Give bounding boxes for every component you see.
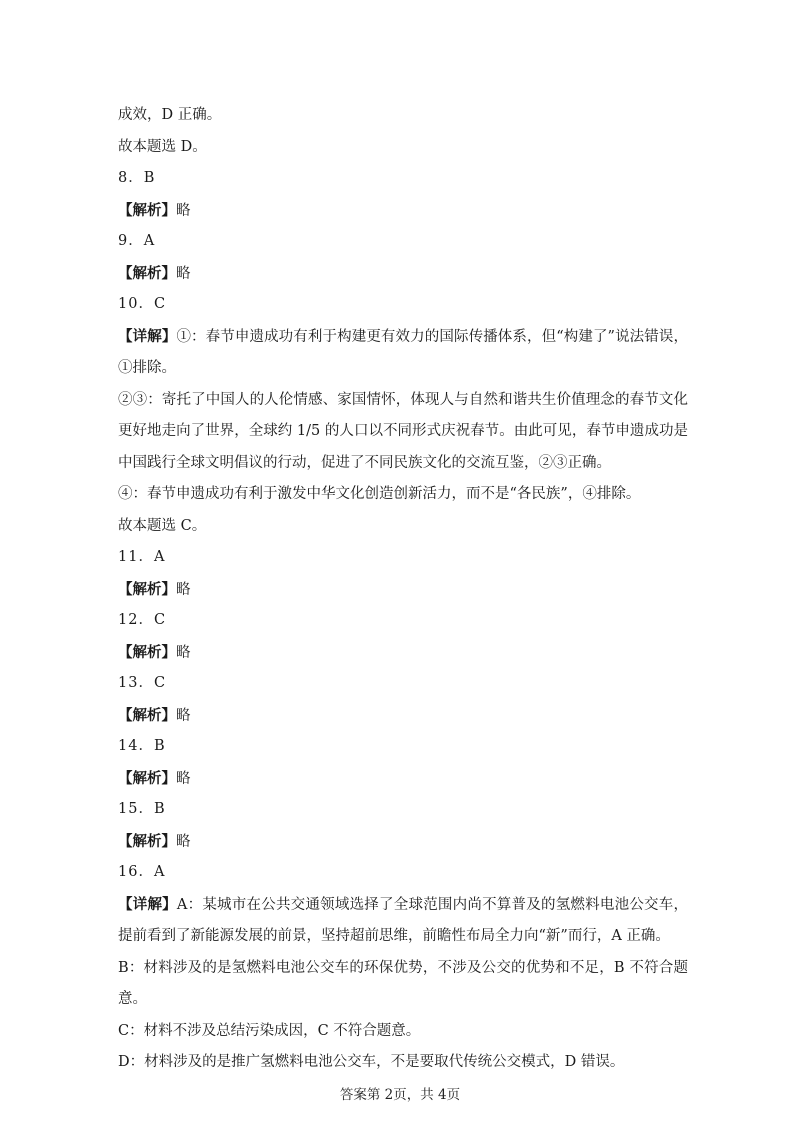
text-line: 成效，D 正确。: [118, 107, 222, 123]
answer-number: 9．A: [118, 233, 156, 249]
analysis-line: [118, 574, 688, 606]
analysis-line: [118, 700, 688, 732]
analysis-text: 略: [176, 833, 191, 850]
detail-paragraph: C：材料不涉及总结污染成因，C 不符合题意。: [118, 1022, 421, 1039]
detail-paragraph: D：材料涉及的是推广氢燃料电池公交车，不是要取代传统公交模式，D 错误。: [118, 1054, 625, 1070]
analysis-tag: 【解析】: [118, 643, 176, 661]
answer-number: 13．C: [118, 675, 167, 691]
answer-number: 11．A: [118, 549, 166, 565]
analysis-line: [118, 637, 688, 669]
analysis-tag: 【解析】: [118, 706, 176, 724]
text-line: 故本题选 D。: [118, 138, 207, 155]
answer-number: 8．B: [118, 170, 156, 186]
analysis-tag: 【解析】: [118, 264, 176, 282]
analysis-tag: 【解析】: [118, 832, 176, 850]
analysis-tag: 【解析】: [118, 580, 176, 598]
analysis-text: 略: [176, 202, 191, 219]
analysis-text: 略: [176, 770, 191, 787]
text-line: 故本题选 C。: [118, 517, 207, 534]
answer-number: 10．C: [118, 296, 167, 312]
analysis-line: [118, 763, 688, 795]
analysis-line: [118, 826, 688, 858]
analysis-tag: 【解析】: [118, 201, 176, 219]
analysis-text: 略: [176, 581, 191, 598]
detail-paragraph: [118, 321, 688, 385]
answer-page-content: [118, 100, 688, 1079]
answer-number: 12．C: [118, 612, 167, 628]
analysis-tag: 【解析】: [118, 769, 176, 787]
detail-tag: 【详解】: [118, 327, 177, 345]
detail-paragraph: [118, 889, 688, 953]
detail-tag: 【详解】: [118, 895, 177, 913]
analysis-text: 略: [176, 265, 191, 282]
analysis-text: 略: [176, 644, 191, 661]
detail-paragraph: ②③：寄托了中国人的人伦情感、家国情怀，体现人与自然和谐共生价值理念的春节文化更好地走向了世界，全球约 1/5 的人口以不同形式庆祝春节。由此可见，春节申遗成功是中国践行全球文明倡议的行动，促进了不同民族文化的交流互鉴，②③正确。: [118, 391, 688, 471]
answer-number: 15．B: [118, 801, 166, 817]
answer-number: 14．B: [118, 738, 166, 754]
detail-text: A：某城市在公共交通领域选择了全球范围内尚不算普及的氢燃料电池公交车，提前看到了新能源发展的前景，坚持超前思维，前瞻性布局全力向“新”而行，A 正确。: [118, 896, 689, 944]
analysis-line: [118, 258, 688, 290]
detail-text: ①：春节申遗成功有利于构建更有效力的国际传播体系，但“构建了”说法错误，①排除。: [118, 328, 689, 376]
detail-paragraph: B：材料涉及的是氢燃料电池公交车的环保优势，不涉及公交的优势和不足，B 不符合题意。: [118, 959, 688, 1007]
page-footer: 答案第 2页，共 4页: [339, 1087, 461, 1103]
analysis-text: 略: [176, 707, 191, 724]
detail-paragraph: ④：春节申遗成功有利于激发中华文化创造创新活力，而不是“各民族”，④排除。: [118, 486, 641, 502]
answer-number: 16．A: [118, 864, 166, 880]
analysis-line: [118, 195, 688, 227]
